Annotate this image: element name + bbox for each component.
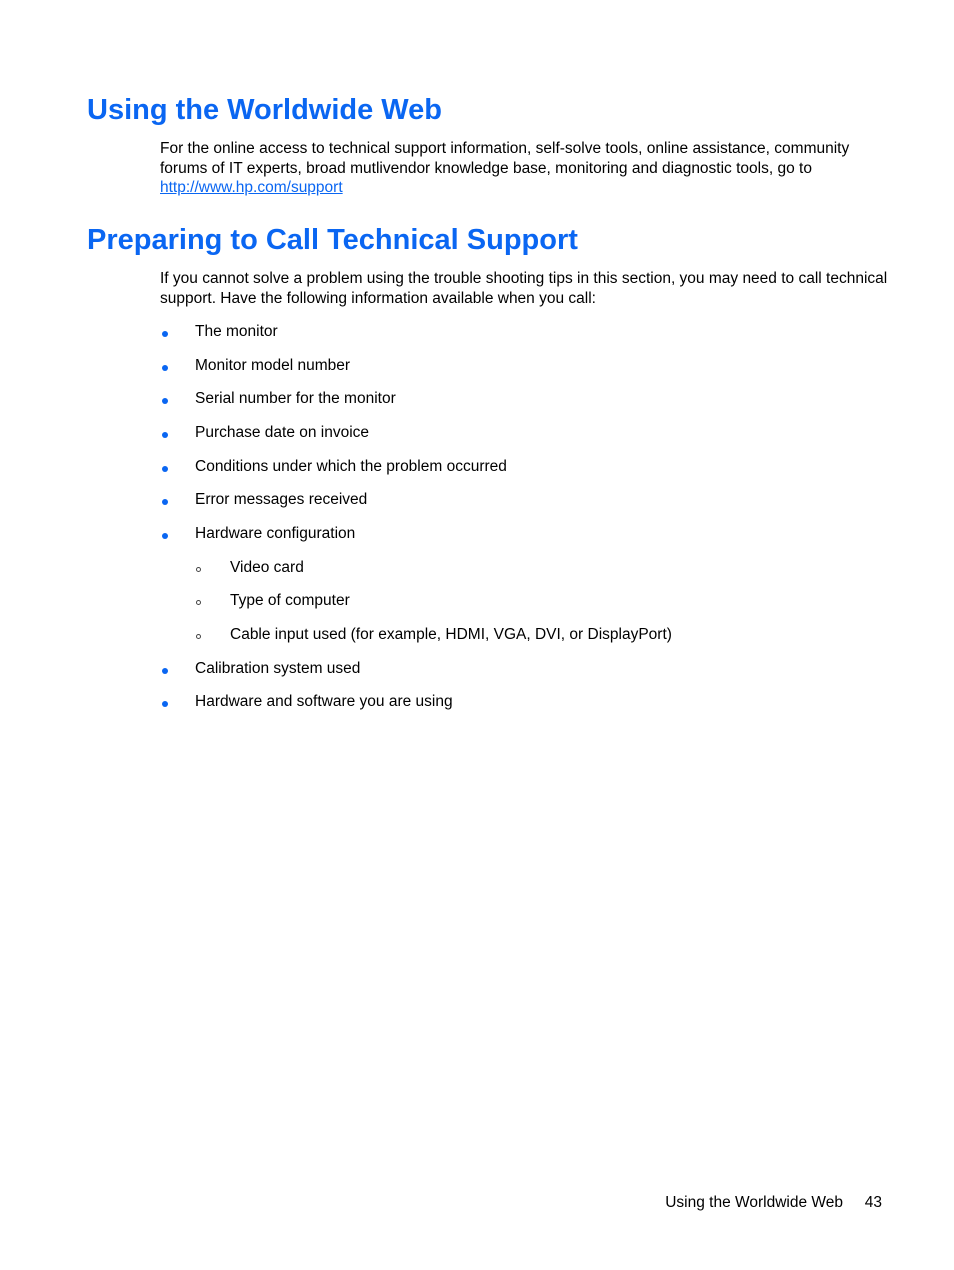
bullet-icon <box>162 701 168 707</box>
page-footer <box>0 1193 954 1213</box>
worldwide-web-text: For the online access to technical support information, self-solve tools, online assistance, community forums of IT experts, broad mutlivendor knowledge base, monitoring and diagnostic tools, go to <box>160 140 850 177</box>
bullet-icon <box>162 668 168 674</box>
worldwide-web-paragraph <box>160 139 890 198</box>
hp-support-link[interactable]: http://www.hp.com/support <box>160 179 343 196</box>
circle-bullet-icon <box>196 567 201 572</box>
circle-bullet-icon <box>196 600 201 605</box>
circle-bullet-icon <box>196 634 201 639</box>
bullet-icon <box>162 398 168 404</box>
document-page: Using the Worldwide Web For the online access to technical support information, self-solve tools, online assistance, community forums of IT experts, broad mutlivendor knowledge base, monitoring and diagnostic tools, go to http://www.hp.com/support Preparing to Call Technical Support If you cannot solve a problem using the trouble shooting tips in this section, you may need to call technical support. Have the following information available when you call: The monitor Monitor model number Serial number for the monitor Purchase date on invoice Conditions under which the problem occurred Error messages received Hardware configuration Video card Type of computer Cable input used (for example, HDMI, VGA, DVI, or DisplayPort) Calibration system used Hardware and software you are using Using the Worldwide Web 43 <box>0 0 954 1270</box>
bullet-icon <box>162 331 168 337</box>
call-support-paragraph: If you cannot solve a problem using the trouble shooting tips in this section, you may need to call technical support. Have the following information available when you call: <box>160 270 888 307</box>
section-heading-call-support: Preparing to Call Technical Support <box>87 224 578 256</box>
bullet-icon <box>162 499 168 505</box>
page-number: 43 <box>864 1194 882 1211</box>
bullet-icon <box>162 432 168 438</box>
bullet-icon <box>162 365 168 371</box>
bullet-icon <box>162 466 168 472</box>
bullet-icon <box>162 533 168 539</box>
footer-section-title: Using the Worldwide Web <box>665 1194 843 1211</box>
section-heading-worldwide-web: Using the Worldwide Web <box>87 94 442 126</box>
